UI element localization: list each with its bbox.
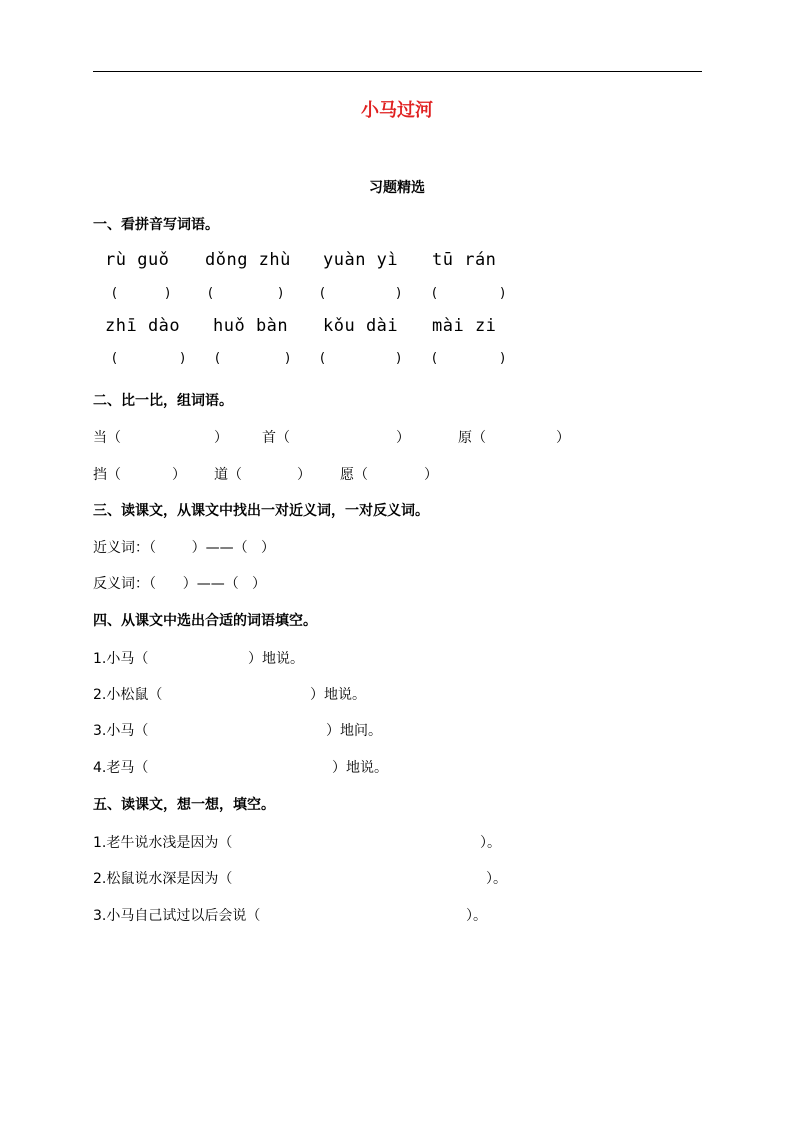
pinyin-6: huǒ bàn xyxy=(213,316,289,336)
blank-paren-open: ( xyxy=(320,351,326,366)
blank-paren-close: ) xyxy=(500,351,506,366)
compare-close-2: ） xyxy=(396,430,410,446)
compare-word-1: 当（ xyxy=(93,430,121,446)
pinyin-7: kǒu dài xyxy=(323,316,399,336)
synonym-line: 近义词：（ ）——（ ） xyxy=(93,540,275,556)
fill-item-1-end: ）地说。 xyxy=(248,651,304,667)
fill-item-2-start: 2.小松鼠（ xyxy=(93,687,163,703)
reason-item-2-start: 2.松鼠说水深是因为（ xyxy=(93,871,233,887)
pinyin-3: yuàn yì xyxy=(323,250,399,270)
pinyin-1: rù guǒ xyxy=(105,250,170,270)
reason-item-3-start: 3.小马自己试过以后会说（ xyxy=(93,908,261,924)
section5-heading: 五、读课文，想一想，填空。 xyxy=(93,797,275,813)
blank-paren-close: ) xyxy=(165,286,171,301)
compare-word-5: 道（ xyxy=(214,467,242,483)
fill-item-4-start: 4.老马（ xyxy=(93,760,149,776)
blank-paren-open: ( xyxy=(112,286,118,301)
fill-item-1-start: 1.小马（ xyxy=(93,651,149,667)
blank-paren-close: ) xyxy=(285,351,291,366)
pinyin-5: zhī dào xyxy=(105,316,181,336)
blank-paren-close: ) xyxy=(278,286,284,301)
reason-item-1-end: ）。 xyxy=(480,835,501,851)
compare-close-3: ） xyxy=(556,430,570,446)
compare-close-1: ） xyxy=(214,430,228,446)
blank-paren-open: ( xyxy=(215,351,221,366)
reason-item-3-end: ）。 xyxy=(466,908,487,924)
blank-paren-open: ( xyxy=(320,286,326,301)
header-rule xyxy=(93,71,702,72)
compare-word-3: 原（ xyxy=(458,430,486,446)
section2-heading: 二、比一比，组词语。 xyxy=(93,393,233,409)
blank-paren-close: ) xyxy=(396,286,402,301)
pinyin-4: tū rán xyxy=(432,250,497,270)
reason-item-1-start: 1.老牛说水浅是因为（ xyxy=(93,835,233,851)
page-subtitle: 习题精选 xyxy=(369,180,425,196)
blank-paren-open: ( xyxy=(432,286,438,301)
compare-word-2: 首（ xyxy=(262,430,290,446)
blank-paren-close: ) xyxy=(396,351,402,366)
section4-heading: 四、从课文中选出合适的词语填空。 xyxy=(93,613,317,629)
antonym-line: 反义词：（ ）——（ ） xyxy=(93,576,267,592)
pinyin-2: dǒng zhù xyxy=(205,250,291,270)
compare-word-6: 愿（ xyxy=(340,467,368,483)
section1-heading: 一、看拼音写词语。 xyxy=(93,217,219,233)
compare-word-4: 挡（ xyxy=(93,467,121,483)
blank-paren-close: ) xyxy=(500,286,506,301)
pinyin-8: mài zi xyxy=(432,316,497,336)
blank-paren-open: ( xyxy=(208,286,214,301)
compare-close-6: ） xyxy=(424,467,438,483)
blank-paren-open: ( xyxy=(112,351,118,366)
blank-paren-open: ( xyxy=(432,351,438,366)
reason-item-2-end: ）。 xyxy=(486,871,507,887)
page-title: 小马过河 xyxy=(361,100,433,121)
blank-paren-close: ) xyxy=(180,351,186,366)
fill-item-3-start: 3.小马（ xyxy=(93,723,149,739)
compare-close-4: ） xyxy=(172,467,186,483)
section3-heading: 三、读课文，从课文中找出一对近义词，一对反义词。 xyxy=(93,503,429,519)
compare-close-5: ） xyxy=(297,467,311,483)
fill-item-2-end: ）地说。 xyxy=(310,687,366,703)
fill-item-3-end: ）地问。 xyxy=(326,723,382,739)
fill-item-4-end: ）地说。 xyxy=(332,760,388,776)
